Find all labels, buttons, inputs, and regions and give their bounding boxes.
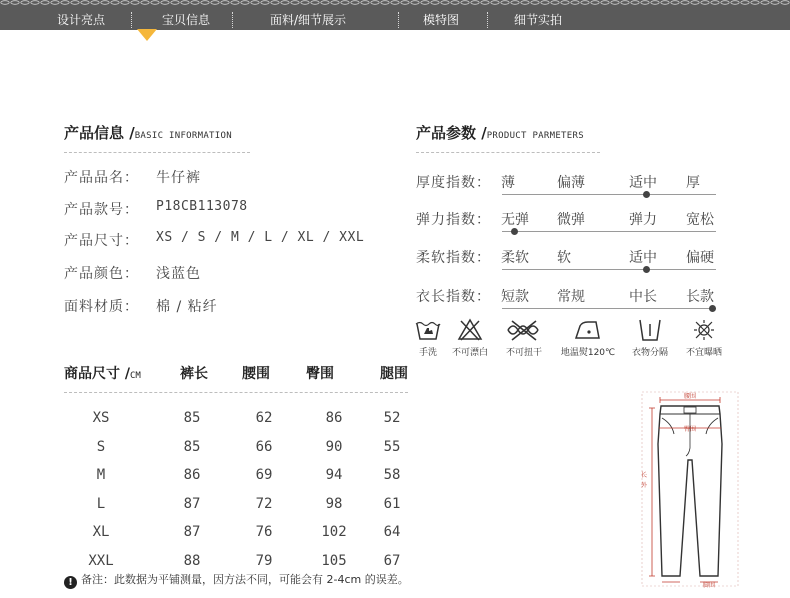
param-selected-marker: [511, 228, 518, 235]
size-value-cell: 87: [183, 524, 201, 540]
info-row-sizes: 产品尺寸： XS / S / M / L / XL / XXL: [64, 230, 365, 249]
size-col-waist: 腰围: [242, 366, 270, 382]
param-scale-line: [502, 231, 716, 232]
care-item: [558, 318, 618, 358]
nav-separator: [398, 12, 399, 28]
care-item: [620, 318, 680, 358]
nav-tab-product-info[interactable]: 宝贝信息: [162, 13, 211, 27]
size-col-hip: 臀围: [306, 366, 334, 382]
size-value-cell: 88: [183, 552, 201, 569]
param-option: 厚: [686, 175, 700, 191]
care-label: 不宜曝晒: [685, 348, 722, 358]
care-item: [674, 318, 734, 358]
size-value-cell: 61: [383, 495, 401, 512]
warning-icon: !: [64, 576, 77, 589]
care-label: 不可扭干: [505, 348, 542, 358]
divider: [64, 392, 408, 393]
care-label: 地温熨120℃: [560, 348, 616, 358]
divider: [64, 152, 250, 153]
low-iron-icon: [572, 318, 604, 342]
care-item: [494, 318, 554, 358]
size-value-cell: 85: [183, 438, 201, 455]
param-option: 弹力: [629, 212, 657, 228]
size-table-title: 商品尺寸 /CM: [64, 366, 141, 382]
nav-separator: [487, 12, 488, 28]
param-option: 偏硬: [686, 250, 714, 266]
size-value-cell: 86: [325, 410, 343, 426]
size-value-cell: 69: [255, 467, 273, 483]
info-row-style-number: 产品款号： P18CB113078: [64, 199, 248, 218]
size-value-cell: 66: [255, 438, 273, 455]
param-option: 长款: [686, 289, 714, 305]
param-option: 适中: [629, 250, 657, 266]
param-option: 无弹: [501, 212, 529, 228]
param-option: 中长: [629, 289, 657, 305]
size-value-cell: 87: [183, 495, 201, 512]
nav-separator: [131, 12, 132, 28]
chain-border-decoration: [0, 0, 790, 5]
size-value-cell: 55: [383, 438, 401, 455]
param-selected-marker: [709, 305, 716, 312]
size-label-cell: XL: [92, 524, 110, 540]
param-option: 软: [557, 250, 571, 266]
size-value-cell: 62: [255, 410, 273, 426]
info-row-color: 产品颜色： 浅蓝色: [64, 266, 201, 282]
nav-tab-fabric-details[interactable]: 面料/细节展示: [270, 13, 347, 27]
size-label-cell: L: [96, 495, 106, 512]
pants-diagram-icon: [640, 388, 740, 588]
nav-tab-detail-photos[interactable]: 细节实拍: [514, 13, 563, 27]
param-label: 柔软指数：: [416, 250, 491, 266]
active-tab-indicator-icon: [137, 29, 157, 41]
size-value-cell: 85: [183, 410, 201, 426]
size-label-cell: S: [96, 438, 106, 455]
nav-tab-design-highlights[interactable]: 设计亮点: [57, 13, 106, 27]
product-info-title: 产品信息 /BASIC INFORMATION: [64, 124, 232, 142]
param-selected-marker: [643, 266, 650, 273]
care-label: 手洗: [418, 348, 437, 358]
size-value-cell: 94: [325, 467, 343, 483]
product-params-title: 产品参数 /PRODUCT PARMETERS: [416, 124, 584, 142]
size-value-cell: 58: [383, 467, 401, 483]
size-value-cell: 105: [321, 552, 347, 569]
size-value-cell: 64: [383, 524, 401, 540]
size-value-cell: 86: [183, 467, 201, 483]
hand-wash-icon: [414, 318, 442, 342]
diagram-label-length-2: 外: [641, 482, 648, 489]
care-label: 不可漂白: [451, 348, 488, 358]
param-scale-line: [502, 194, 716, 195]
param-option: 适中: [629, 175, 657, 191]
size-label-cell: XXL: [88, 552, 114, 569]
param-option: 短款: [501, 289, 529, 305]
param-option: 偏薄: [557, 175, 585, 191]
diagram-label-hem: 脚围: [703, 582, 716, 589]
info-row-name: 产品品名： 牛仔裤: [64, 170, 201, 186]
nav-tab-model-photos[interactable]: 模特图: [423, 13, 460, 27]
nav-separator: [232, 12, 233, 28]
size-value-cell: 76: [255, 524, 273, 540]
size-col-thigh: 腿围: [380, 366, 408, 382]
param-option: 薄: [501, 175, 515, 191]
size-value-cell: 52: [383, 410, 401, 426]
diagram-label-length-1: 长: [641, 472, 648, 479]
param-label: 弹力指数：: [416, 212, 491, 228]
diagram-label-hip: 臀围: [684, 426, 697, 433]
size-value-cell: 67: [383, 552, 401, 569]
size-value-cell: 90: [325, 438, 343, 455]
param-option: 微弹: [557, 212, 585, 228]
size-value-cell: 79: [255, 552, 273, 569]
no-sun-dry-icon: [690, 318, 718, 342]
divider: [416, 152, 600, 153]
param-option: 柔软: [501, 250, 529, 266]
size-col-length: 裤长: [180, 366, 208, 382]
size-value-cell: 72: [255, 495, 273, 512]
param-scale-line: [502, 308, 716, 309]
diagram-label-waist: 腰围: [684, 393, 697, 400]
param-selected-marker: [643, 191, 650, 198]
care-label: 衣物分隔: [631, 348, 668, 358]
measurement-note: ! 备注：此数据为平铺测量，因方法不同，可能会有 2-4cm 的误差。: [64, 571, 409, 589]
param-option: 宽松: [686, 212, 714, 228]
param-label: 衣长指数：: [416, 289, 491, 305]
care-item: [440, 318, 500, 358]
top-navigation-bar: [0, 0, 790, 30]
param-option: 常规: [557, 289, 585, 305]
no-bleach-icon: [456, 318, 484, 342]
param-label: 厚度指数：: [416, 175, 491, 191]
info-row-material: 面料材质： 棉 / 粘纤: [64, 299, 218, 315]
size-value-cell: 98: [325, 495, 343, 512]
size-label-cell: XS: [92, 410, 110, 426]
size-label-cell: M: [96, 467, 106, 483]
param-scale-line: [502, 269, 716, 270]
wash-separately-icon: [636, 318, 664, 342]
no-wring-icon: [504, 318, 544, 342]
size-value-cell: 102: [321, 524, 347, 540]
